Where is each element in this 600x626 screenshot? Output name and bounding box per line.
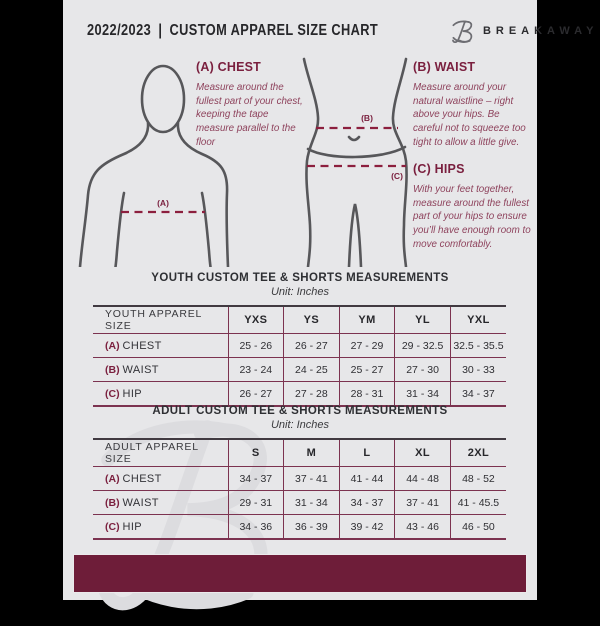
chest-guide-heading: (A) CHEST [196, 60, 261, 74]
youth-table-title: YOUTH CUSTOM TEE & SHORTS MEASUREMENTS [151, 272, 449, 284]
waist-guide-body: Measure around your natural waistline – right above your hips. Be careful not to squeeze too tight to allow a little give. [413, 82, 526, 148]
adult-table-title: ADULT CUSTOM TEE & SHORTS MEASUREMENTS [152, 405, 448, 417]
row-prefix: (C) [105, 387, 120, 400]
brand-block [451, 18, 599, 45]
table-row [93, 515, 506, 540]
size-column-header: YXL [450, 306, 506, 334]
youth-table-unit: Unit: Inches [270, 286, 330, 298]
table-cell: 34 - 37 [450, 382, 506, 407]
table-cell: 25 - 26 [228, 334, 284, 358]
table-cell: 34 - 36 [228, 515, 284, 540]
table-cell: 29 - 31 [228, 491, 284, 515]
table-cell: 41 - 44 [339, 467, 395, 491]
table-cell: 23 - 24 [228, 358, 284, 382]
table-header-row [93, 439, 506, 467]
size-column-header: YXS [228, 306, 284, 334]
row-label: (C) HIP [93, 382, 228, 407]
size-column-header: M [284, 439, 340, 467]
size-column-header: YL [395, 306, 451, 334]
row-label: (B) WAIST [93, 358, 228, 382]
table-cell: 27 - 28 [284, 382, 340, 407]
youth-size-label: YOUTH APPAREL SIZE [105, 308, 202, 332]
waist-guide-heading: (B) WAIST [413, 60, 476, 74]
table-cell: 26 - 27 [284, 334, 340, 358]
table-cell: 43 - 46 [395, 515, 451, 540]
chest-marker-label: (A) [157, 198, 169, 208]
size-column-header: L [339, 439, 395, 467]
chest-guide [196, 60, 308, 150]
lower-body-figure [292, 57, 412, 267]
chart-title: CUSTOM APPAREL SIZE CHART [169, 22, 379, 39]
waist-guide [413, 60, 527, 150]
brand-name: BREAKAWAY [482, 25, 599, 37]
chest-guide-body: Measure around the fullest part of your chest, keeping the tape measure parallel to the floor [196, 82, 303, 148]
waist-marker-label: (B) [361, 113, 373, 123]
row-label: (A) CHEST [93, 334, 228, 358]
row-prefix: (C) [105, 520, 120, 533]
size-column-header: 2XL [450, 439, 506, 467]
row-prefix: (B) [105, 363, 120, 376]
title-divider: | [158, 22, 163, 39]
table-cell: 34 - 37 [228, 467, 284, 491]
table-cell: 28 - 31 [339, 382, 395, 407]
table-cell: 30 - 33 [450, 358, 506, 382]
row-label: (B) WAIST [93, 491, 228, 515]
size-column-header: XL [395, 439, 451, 467]
table-cell: 27 - 29 [339, 334, 395, 358]
table-row [93, 467, 506, 491]
row-label: (A) CHEST [93, 467, 228, 491]
table-cell: 31 - 34 [395, 382, 451, 407]
adult-size-label: ADULT APPAREL SIZE [105, 441, 199, 465]
table-cell: 44 - 48 [395, 467, 451, 491]
table-cell: 48 - 52 [450, 467, 506, 491]
table-header-row [93, 306, 506, 334]
table-cell: 34 - 37 [339, 491, 395, 515]
hip-curve [308, 147, 405, 157]
table-cell: 27 - 30 [395, 358, 451, 382]
adult-section-heading [63, 405, 537, 431]
table-cell: 37 - 41 [395, 491, 451, 515]
page-title [87, 22, 378, 40]
table-cell: 41 - 45.5 [450, 491, 506, 515]
table-cell: 25 - 27 [339, 358, 395, 382]
youth-size-table [93, 305, 506, 407]
table-row [93, 491, 506, 515]
table-row [93, 358, 506, 382]
table-cell: 32.5 - 35.5 [450, 334, 506, 358]
size-chart-page [63, 0, 599, 600]
header [63, 16, 599, 46]
row-prefix: (A) [105, 472, 120, 485]
table-cell: 31 - 34 [284, 491, 340, 515]
hips-marker-label: (C) [391, 171, 403, 181]
adult-table-unit: Unit: Inches [270, 419, 330, 431]
youth-section-heading [63, 272, 537, 298]
hips-guide-heading: (C) HIPS [413, 162, 465, 176]
navel-mark [349, 137, 359, 140]
table-cell: 24 - 25 [284, 358, 340, 382]
year-range: 2022/2023 [87, 22, 152, 39]
row-prefix: (A) [105, 339, 120, 352]
table-cell: 29 - 32.5 [395, 334, 451, 358]
table-cell: 46 - 50 [450, 515, 506, 540]
table-cell: 26 - 27 [228, 382, 284, 407]
row-prefix: (B) [105, 496, 120, 509]
footer-accent-bar [73, 554, 527, 593]
row-label: (C) HIP [93, 515, 228, 540]
hips-guide [413, 162, 535, 252]
table-cell: 37 - 41 [284, 467, 340, 491]
table-cell: 36 - 39 [284, 515, 340, 540]
size-column-header: S [228, 439, 284, 467]
size-column-header: YS [284, 306, 340, 334]
adult-size-table [93, 438, 506, 540]
hips-guide-body: With your feet together, measure around the fullest part of your hips to ensure you’ll have enough room to move comfortably. [413, 184, 531, 250]
breakaway-logo-icon [451, 18, 476, 45]
table-row [93, 334, 506, 358]
size-column-header: YM [339, 306, 395, 334]
table-row [93, 382, 506, 407]
table-cell: 39 - 42 [339, 515, 395, 540]
